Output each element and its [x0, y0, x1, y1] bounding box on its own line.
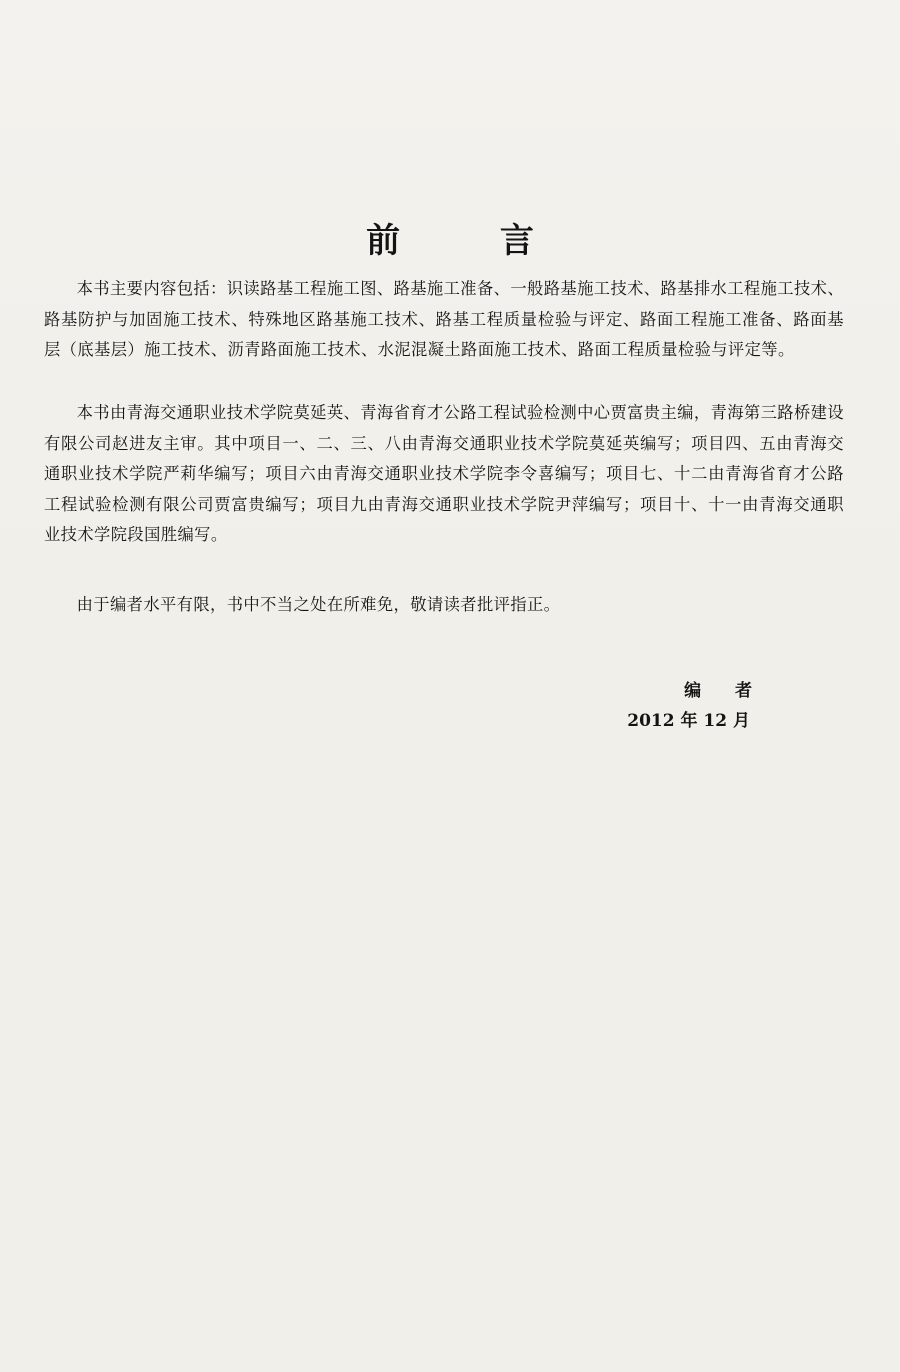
preface-title: 前 言	[366, 220, 578, 261]
preface-paragraph-contents: 本书主要内容包括：识读路基工程施工图、路基施工准备、一般路基施工技术、路基排水工程施工技术、路基防护与加固施工技术、特殊地区路基施工技术、路基工程质量检验与评定、路面工程施工准备、路面基层（底基层）施工技术、沥青路面施工技术、水泥混凝土路面施工技术、路面工程质量检验与评定等。	[44, 279, 844, 359]
preface-paragraph-closing: 由于编者水平有限，书中不当之处在所难免，敬请读者批评指正。	[76, 595, 561, 614]
bleed-through-header	[320, 104, 324, 120]
preface-date: 2012 年 12 月	[627, 711, 750, 731]
preface-paragraph-authors: 本书由青海交通职业技术学院莫延英、青海省育才公路工程试验检测中心贾富贵主编，青海第三路桥建设有限公司赵进友主审。其中项目一、二、三、八由青海交通职业技术学院莫延英编写；项目四、五由青海交通职业技术学院严莉华编写；项目六由青海交通职业技术学院李令喜编写；项目七、十二由青海省育才公路工程试验检测有限公司贾富贵编写；项目九由青海交通职业技术学院尹萍编写；项目十、十一由青海交通职业技术学院段国胜编写。	[44, 403, 844, 544]
preface-signature: 编 者	[684, 681, 766, 701]
